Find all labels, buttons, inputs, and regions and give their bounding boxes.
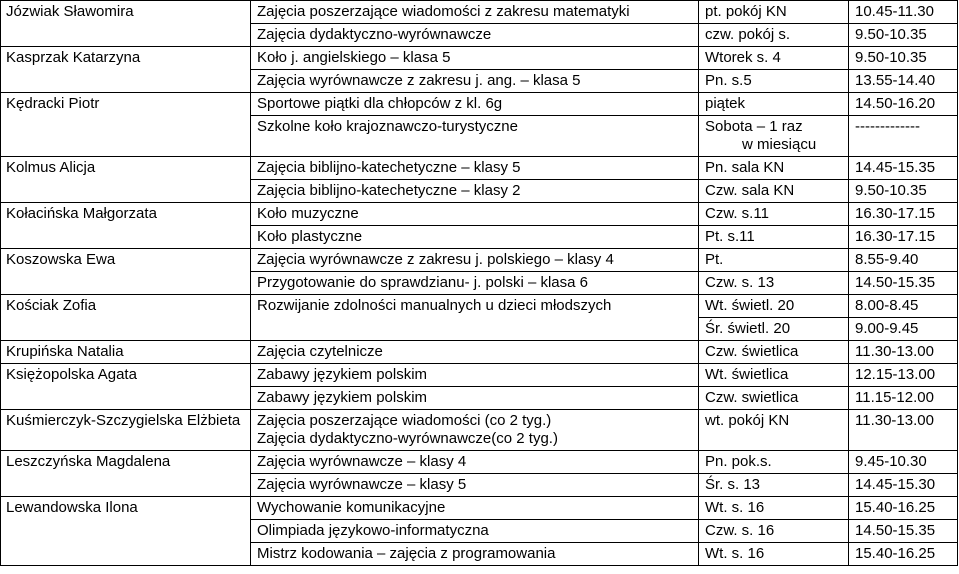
day-room-cell: piątek (699, 93, 849, 116)
table-row (1, 157, 958, 180)
time-cell: 14.45-15.30 (849, 474, 958, 497)
day-room-cell: Czw. świetlica (699, 341, 849, 364)
activity-cell: Szkolne koło krajoznawczo-turystyczne (251, 116, 699, 157)
time-cell: 8.00-8.45 (849, 295, 958, 318)
table-row (1, 203, 958, 226)
teacher-name: Kołacińska Małgorzata (1, 203, 251, 249)
activity-line: Zajęcia poszerzające wiadomości (co 2 tyg.) (257, 412, 552, 429)
activity-line-second: Zajęcia dydaktyczno-wyrównawcze(co 2 tyg.) (257, 430, 558, 447)
day-room-cell: pt. pokój KN (699, 1, 849, 24)
day-room-cell: wt. pokój KN (699, 410, 849, 451)
activity-cell: Koło muzyczne (251, 203, 699, 226)
day-room-cell: Wt. s. 16 (699, 497, 849, 520)
time-cell: 13.55-14.40 (849, 70, 958, 93)
teacher-name: Kasprzak Katarzyna (1, 47, 251, 93)
day-line: Sobota – 1 raz (705, 118, 803, 135)
time-cell: 15.40-16.25 (849, 543, 958, 566)
day-room-cell: Pn. sala KN (699, 157, 849, 180)
activity-cell: Zajęcia poszerzające wiadomości z zakresu matematyki (251, 1, 699, 24)
teacher-name: Księżopolska Agata (1, 364, 251, 410)
activity-cell: Olimpiada językowo-informatyczna (251, 520, 699, 543)
day-room-cell: Wt. świetl. 20 (699, 295, 849, 318)
time-cell: 9.50-10.35 (849, 24, 958, 47)
time-cell: 9.45-10.30 (849, 451, 958, 474)
day-room-cell: Czw. s. 13 (699, 272, 849, 295)
time-cell: 15.40-16.25 (849, 497, 958, 520)
table-row (1, 497, 958, 520)
activity-cell: Wychowanie komunikacyjne (251, 497, 699, 520)
teacher-name: Kędracki Piotr (1, 93, 251, 157)
activity-cell: Przygotowanie do sprawdzianu- j. polski – klasa 6 (251, 272, 699, 295)
day-room-cell: Wt. świetlica (699, 364, 849, 387)
time-cell: 8.55-9.40 (849, 249, 958, 272)
table-row (1, 451, 958, 474)
activity-cell: Zajęcia wyrównawcze z zakresu j. ang. – klasa 5 (251, 70, 699, 93)
day-room-cell: Czw. s. 16 (699, 520, 849, 543)
day-room-cell: Pt. (699, 249, 849, 272)
teacher-name: Koszowska Ewa (1, 249, 251, 295)
time-cell: 9.00-9.45 (849, 318, 958, 341)
activity-cell: Zajęcia czytelnicze (251, 341, 699, 364)
activity-cell: Zajęcia biblijno-katechetyczne – klasy 2 (251, 180, 699, 203)
time-cell: 9.50-10.35 (849, 180, 958, 203)
teacher-name-text: Kuśmierczyk-Szczygielska Elżbieta (6, 412, 241, 429)
activity-cell: Zajęcia wyrównawcze z zakresu j. polskiego – klasy 4 (251, 249, 699, 272)
activity-cell: Zajęcia dydaktyczno-wyrównawcze (251, 24, 699, 47)
day-room-cell: Czw. swietlica (699, 387, 849, 410)
table-row (1, 93, 958, 116)
day-room-cell: Śr. s. 13 (699, 474, 849, 497)
activity-cell (251, 410, 699, 451)
activity-cell: Zajęcia biblijno-katechetyczne – klasy 5 (251, 157, 699, 180)
activity-cell: Rozwijanie zdolności manualnych u dzieci młodszych (251, 295, 699, 341)
activity-cell: Zajęcia wyrównawcze – klasy 4 (251, 451, 699, 474)
activity-cell: Koło plastyczne (251, 226, 699, 249)
time-cell: 11.30-13.00 (849, 410, 958, 451)
day-room-cell: Pt. s.11 (699, 226, 849, 249)
teacher-name: Józwiak Sławomira (1, 1, 251, 47)
day-room-cell: Pn. s.5 (699, 70, 849, 93)
time-cell: 9.50-10.35 (849, 47, 958, 70)
day-room-cell: Śr. świetl. 20 (699, 318, 849, 341)
time-cell: 16.30-17.15 (849, 203, 958, 226)
table-row (1, 364, 958, 387)
activity-cell: Zabawy językiem polskim (251, 387, 699, 410)
teacher-name: Lewandowska Ilona (1, 497, 251, 566)
teacher-name: Krupińska Natalia (1, 341, 251, 364)
time-cell: 14.50-15.35 (849, 520, 958, 543)
activity-cell: Mistrz kodowania – zajęcia z programowania (251, 543, 699, 566)
time-cell: 11.30-13.00 (849, 341, 958, 364)
day-room-cell: Pn. pok.s. (699, 451, 849, 474)
table-row (1, 1, 958, 24)
time-cell: 14.50-16.20 (849, 93, 958, 116)
day-room-cell (699, 116, 849, 157)
table-row (1, 341, 958, 364)
table-row (1, 249, 958, 272)
time-cell: 14.50-15.35 (849, 272, 958, 295)
day-room-cell: Wtorek s. 4 (699, 47, 849, 70)
time-cell: 12.15-13.00 (849, 364, 958, 387)
day-line-continued: w miesiącu (742, 136, 817, 153)
table-row (1, 295, 958, 318)
teacher-name: Kolmus Alicja (1, 157, 251, 203)
day-room-cell: Czw. s.11 (699, 203, 849, 226)
teacher-name (1, 410, 251, 451)
teacher-name: Leszczyńska Magdalena (1, 451, 251, 497)
day-room-cell: czw. pokój s. (699, 24, 849, 47)
activity-cell: Zajęcia wyrównawcze – klasy 5 (251, 474, 699, 497)
day-room-cell: Wt. s. 16 (699, 543, 849, 566)
table-row (1, 47, 958, 70)
time-cell: 16.30-17.15 (849, 226, 958, 249)
time-cell: 14.45-15.35 (849, 157, 958, 180)
table-row (1, 410, 958, 451)
activity-cell: Sportowe piątki dla chłopców z kl. 6g (251, 93, 699, 116)
time-cell: 11.15-12.00 (849, 387, 958, 410)
day-room-cell: Czw. sala KN (699, 180, 849, 203)
activity-cell: Zabawy językiem polskim (251, 364, 699, 387)
teacher-name: Kościak Zofia (1, 295, 251, 341)
time-cell: 10.45-11.30 (849, 1, 958, 24)
time-cell: ------------- (849, 116, 958, 157)
activity-cell: Koło j. angielskiego – klasa 5 (251, 47, 699, 70)
